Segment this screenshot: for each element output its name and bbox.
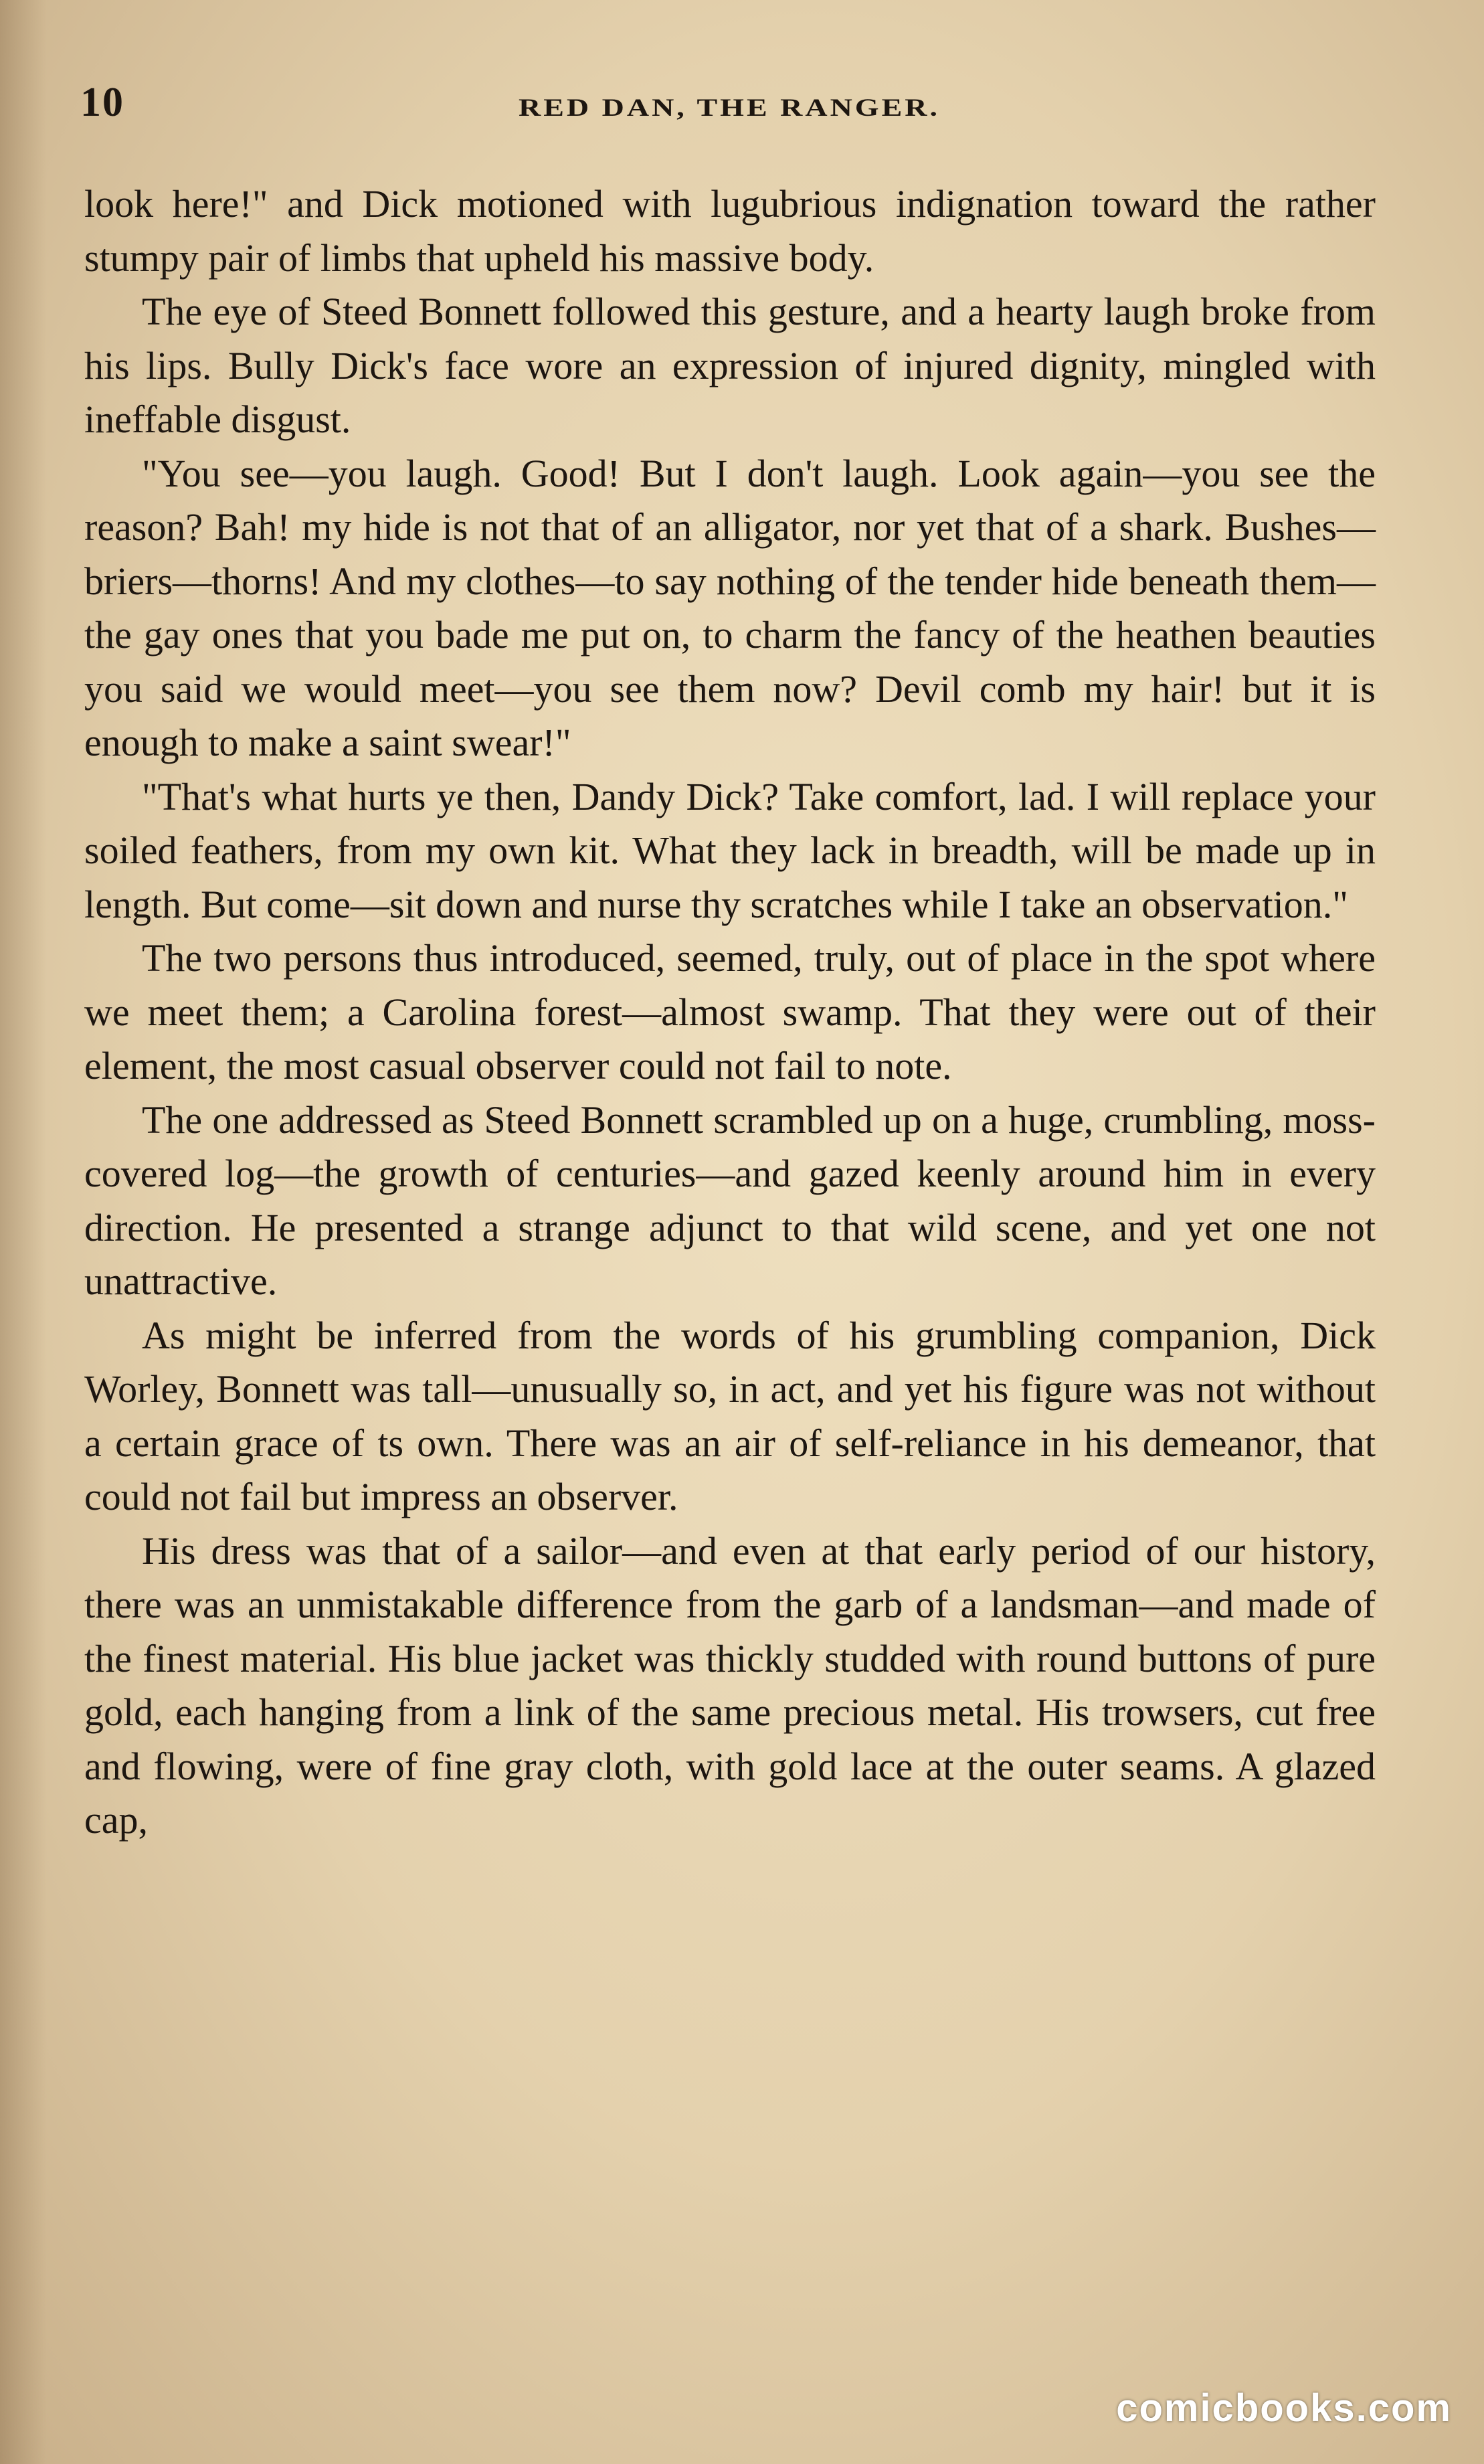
page-number: 10 bbox=[80, 80, 124, 125]
site-watermark: comicbooks.com bbox=[1116, 2386, 1452, 2430]
page-edge-shadow bbox=[0, 0, 47, 2464]
paragraph: As might be inferred from the words of his grumbling companion, Dick Worley, Bonnett was tall—unusually so, in act, and yet his figure was not without a certain grace of ts own. There was an air of self-reliance in his demeanor, that could not fail but impress an observer. bbox=[84, 1313, 1376, 1518]
paragraph: His dress was that of a sailor—and even at that early period of our history, there was an unmistakable difference from the garb of a landsman—and made of the finest material. His blue jacket was thickly studded with round buttons of pure gold, each hanging from a link of the same precious metal. His trowsers, cut free and flowing, were of fine gray cloth, with gold lace at the outer seams. A glazed cap, bbox=[84, 1528, 1376, 1842]
paragraph: "You see—you laugh. Good! But I don't laugh. Look again—you see the reason? Bah! my hide is not that of an alligator, nor yet that of a shark. Bushes—briers—thorns! And my clothes—to say nothing of the tender hide beneath them—the gay ones that you bade me put on, to charm the fancy of the heathen beauties you said we would meet—you see them now? Devil comb my hair! but it is enough to make a saint swear!" bbox=[84, 451, 1376, 764]
paragraph: "That's what hurts ye then, Dandy Dick? Take comfort, lad. I will replace your soiled feathers, from my own kit. What they lack in breadth, will be made up in length. But come—sit down and nurse thy scratches while I take an observation." bbox=[84, 774, 1376, 926]
paragraph: The eye of Steed Bonnett followed this gesture, and a hearty laugh broke from his lips. Bully Dick's face wore an expression of injured dignity, mingled with ineffable disgust. bbox=[84, 290, 1376, 441]
body-text bbox=[84, 177, 1376, 1848]
running-title: RED DAN, THE RANGER. bbox=[519, 94, 940, 121]
paragraph: The two persons thus introduced, seemed, truly, out of place in the spot where we meet them; a Carolina forest—almost swamp. That they were out of their element, the most casual observer could not fail to note. bbox=[84, 936, 1376, 1087]
page-header bbox=[80, 79, 1378, 133]
paragraph: The one addressed as Steed Bonnett scrambled up on a huge, crumbling, moss-covered log—the growth of centuries—and gazed keenly around him in every direction. He presented a strange adjunct to that wild scene, and yet one not unattractive. bbox=[84, 1097, 1376, 1303]
paragraph: look here!" and Dick motioned with lugubrious indignation toward the rather stumpy pair of limbs that upheld his massive body. bbox=[84, 182, 1376, 280]
